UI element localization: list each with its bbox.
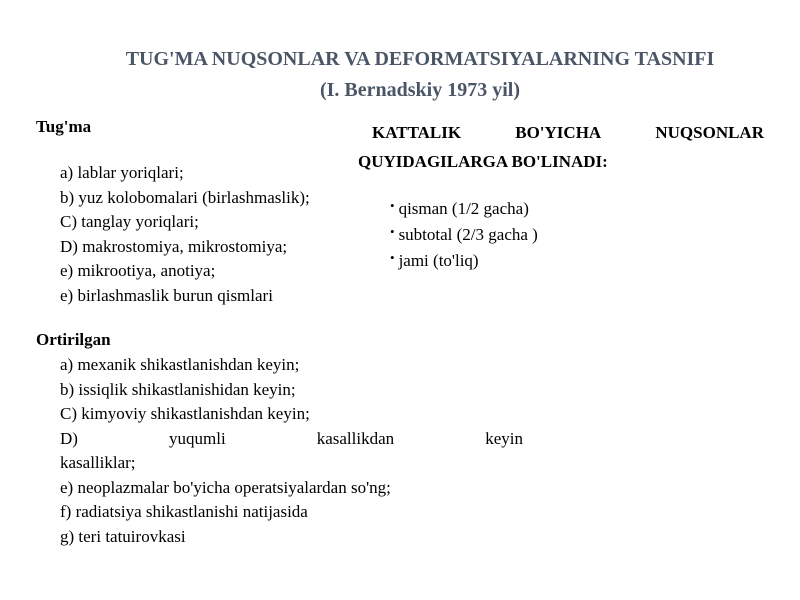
word: NUQSONLAR — [655, 123, 764, 142]
list-item: C) kimyoviy shikastlanishdan keyin; — [60, 404, 310, 423]
title-line-2: (I. Bernadskiy 1973 yil) — [319, 79, 521, 101]
bullet-icon: • — [390, 250, 395, 265]
list-item: C) tanglay yoriqlari; — [60, 212, 199, 231]
word: KATTALIK — [372, 123, 462, 142]
list-item: b) issiqlik shikastlanishidan keyin; — [60, 379, 296, 399]
bullet-text: qisman (1/2 gacha) — [398, 199, 529, 218]
acquired-list — [60, 353, 523, 549]
list-item: f) radiatsiya shikastlanishi natijasida — [60, 502, 308, 521]
size-heading-line-2: QUYIDAGILARGA BO'LINADI: — [358, 152, 608, 171]
congenital-list — [60, 161, 310, 308]
bullet-text: subtotal (2/3 gacha ) — [398, 225, 538, 244]
list-item — [390, 196, 538, 222]
list-item: e) birlashmaslik burun qismlari — [60, 285, 273, 305]
list-item: g) teri tatuirovkasi — [60, 526, 186, 546]
word: keyin — [485, 428, 523, 448]
word: kasallikdan — [316, 428, 395, 448]
bullet-icon: • — [390, 198, 395, 213]
congenital-heading: Tug'ma — [36, 117, 92, 136]
title-line-1: TUG'MA NUQSONLAR VA DEFORMATSIYALARNING TASNIFI — [125, 48, 715, 70]
list-item — [390, 222, 538, 248]
size-heading-line-1 — [358, 118, 764, 147]
list-item: e) mikrootiya, anotiya; — [60, 261, 216, 280]
list-item: e) neoplazmalar bo'yicha operatsiyalardan so'ng; — [60, 477, 391, 497]
list-item: b) yuz kolobomalari (birlashmaslik); — [60, 187, 310, 207]
list-item: a) lablar yoriqlari; — [60, 163, 184, 182]
word: BO'YICHA — [515, 123, 602, 142]
acquired-heading: Ortirilgan — [36, 330, 111, 349]
size-heading — [358, 118, 764, 176]
bullet-text: jami (to'liq) — [398, 251, 479, 270]
word: D) — [60, 428, 78, 448]
word: yuqumli — [169, 428, 226, 448]
list-item: a) mexanik shikastlanishdan keyin; — [60, 355, 300, 374]
list-item: D) makrostomiya, mikrostomiya; — [60, 236, 288, 256]
list-item-continuation: kasalliklar; — [60, 453, 136, 472]
bullet-icon: • — [390, 224, 395, 239]
size-bullet-list — [390, 196, 538, 274]
list-item — [390, 248, 538, 274]
list-item-justified — [60, 427, 523, 452]
